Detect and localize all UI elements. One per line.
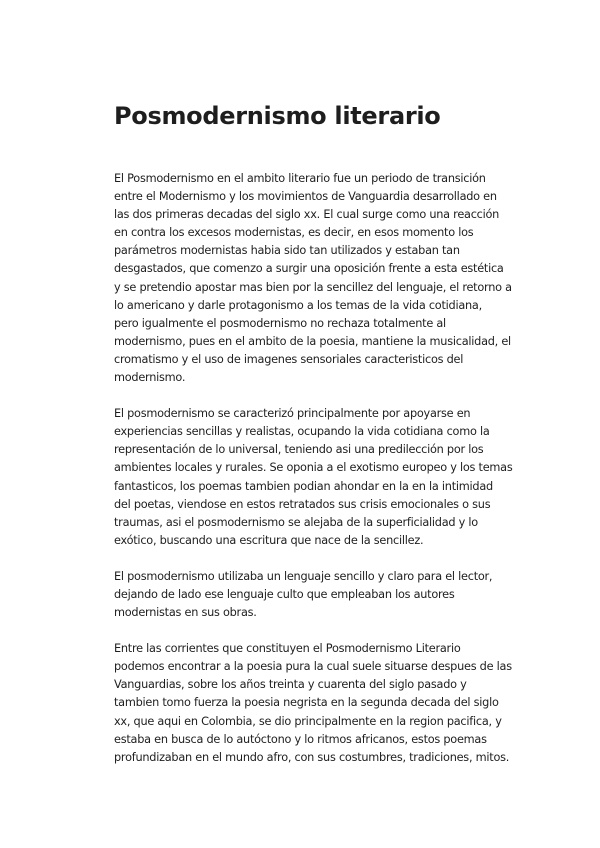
text-line: entre el Modernismo y los movimientos de Vanguardia desarrollado en — [114, 190, 497, 204]
paragraph-4 — [114, 640, 544, 767]
text-line: modernistas en sus obras. — [114, 606, 257, 620]
text-line: y se pretendio apostar mas bien por la sencillez del lenguaje, el retorno a — [114, 280, 512, 294]
paragraph-3 — [114, 568, 544, 622]
text-line: tambien tomo fuerza la poesia negrista en la segunda decada del siglo — [114, 696, 499, 710]
paragraph-2 — [114, 405, 544, 550]
document-page — [114, 98, 544, 785]
text-line: El Posmodernismo en el ambito literario fue un periodo de transición — [114, 172, 486, 185]
text-line: Entre las corrientes que constituyen el Posmodernismo Literario — [114, 642, 461, 656]
text-line: profundizaban en el mundo afro, con sus costumbres, tradiciones, mitos. — [114, 750, 510, 764]
text-line: cromatismo y el uso de imagenes sensoriales caracteristicos del — [114, 352, 464, 366]
text-line: podemos encontrar a la poesia pura la cual suele situarse despues de las — [114, 660, 512, 674]
text-line: fantasticos, los poemas tambien podian ahondar en la en la intimidad — [114, 479, 493, 493]
text-line: traumas, asi el posmodernismo se alejaba de la superficialidad y lo — [114, 515, 478, 529]
text-line: desgastados, que comenzo a surgir una oposición frente a esta estética — [114, 262, 504, 276]
document-body — [114, 170, 544, 767]
text-line: las dos primeras decadas del siglo xx. El cual surge como una reacción — [114, 208, 500, 222]
text-line: El posmodernismo utilizaba un lenguaje sencillo y claro para el lector, — [114, 569, 493, 583]
text-line: xx, que aqui en Colombia, se dio principalmente en la region pacifica, y — [114, 714, 502, 728]
paragraph-1 — [114, 170, 544, 387]
text-line: Vanguardias, sobre los años treinta y cuarenta del siglo pasado y — [114, 678, 467, 692]
text-line: lo americano y darle protagonismo a los temas de la vida cotidiana, — [114, 298, 482, 312]
text-line: exótico, buscando una escritura que nace de la sencillez. — [114, 533, 424, 547]
text-line: pero igualmente el posmodernismo no rechaza totalmente al — [114, 316, 446, 330]
text-line: del poetas, viendose en estos retratados sus crisis emocionales o sus — [114, 497, 491, 511]
text-line: modernismo, pues en el ambito de la poesia, mantiene la musicalidad, el — [114, 334, 511, 348]
document-title: Posmodernismo literario — [114, 102, 441, 130]
text-line: estaba en busca de lo autóctono y lo ritmos africanos, estos poemas — [114, 732, 487, 746]
text-line: representación de lo universal, teniendo asi una predilección por los — [114, 443, 484, 457]
text-line: ambientes locales y rurales. Se oponia a el exotismo europeo y los temas — [114, 461, 513, 475]
text-line: modernismo. — [114, 371, 186, 385]
text-line: experiencias sencillas y realistas, ocupando la vida cotidiana como la — [114, 425, 490, 439]
text-line: El posmodernismo se caracterizó principalmente por apoyarse en — [114, 407, 471, 421]
text-line: parámetros modernistas habia sido tan utilizados y estaban tan — [114, 244, 460, 258]
text-line: dejando de lado ese lenguaje culto que empleaban los autores — [114, 587, 455, 601]
text-line: en contra los excesos modernistas, es decir, en esos momento los — [114, 226, 474, 240]
